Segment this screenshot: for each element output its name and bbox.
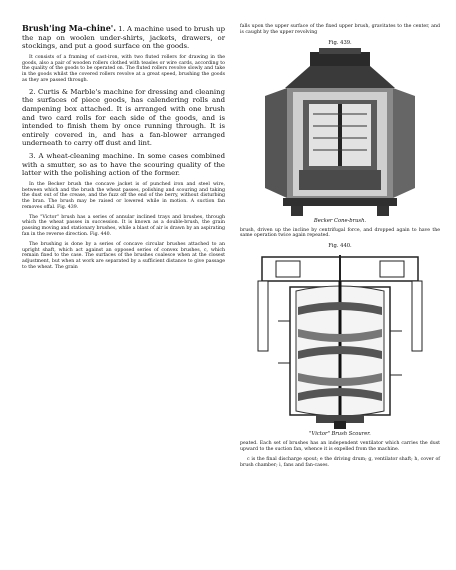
left-column — [22, 24, 225, 275]
right-column — [240, 24, 440, 472]
paragraph-becker-brush: In the Becker brush the concave jacket is of punched iron and steel wire, between which and the brush the wheat passes, polishing and scouring and taking the dust out of the crease, and the fuzz off the end of the berry, without disturbing the bran. The brush may be raised or lowered while in motion. A suction fan removes offal. Fig. 439. — [22, 181, 225, 210]
paragraph-continued-middle: brush, driven up the incline by centrifugal force, and dropped again to have the same operation twice again repeated. — [240, 227, 440, 239]
paragraph-figure-legend: c is the final discharge spout; e the driving drum; g, ventilator shaft; h, cover of brush chamber; i, fans and fan-cases. — [240, 456, 440, 468]
fig-440-caption: "Victor" Brush Scourer. — [309, 431, 371, 438]
paragraph-continued-top: falls upon the upper surface of the fixed upper brush, gravitates to the center, and is caught by the upper revolving — [240, 24, 440, 35]
entry-brushing-machine-2: 2. Curtis & Marble's machine for dressing and cleaning the surfaces of piece goods, has calendering rolls and dampening box attached. It is arranged with one brush and two card rolls for each side of the goods, and is intended to finish them by once running through. It is entirely covered in, and has a fan-blower arranged underneath to carry off dust and lint. — [22, 87, 225, 148]
fig-440-victor-brush-scourer-illustration — [256, 251, 424, 429]
paragraph-brushing-process: The brushing is done by a series of concave circular brushes attached to an upright shaft, which act against an opposed series of convex brushes, c, which remain fixed to the case. The surfaces of the brushes coalesce when at the closest adjustment, but when at work are separated by a sufficient distance to give passage to the wheat. The grain — [22, 241, 225, 271]
paragraph-small-1: It consists of a framing of cast-iron, with two fluted rollers for drawing in the goods, also a pair of wooden rollers clothed with teasles or wire cards, according to the quality of the goods to be operated on. The fluted rollers revolve slowly and take in the goods whilst the covered rollers revolve at a great speed, brushing the goods as they are passed through. — [22, 54, 225, 83]
entry-brushing-machine-3: 3. A wheat-cleaning machine. In some cases combined with a smutter, so as to have the scouring quality of the latter with the polishing action of the former. — [22, 151, 225, 178]
entry-term: Brush'ing Ma-chine'. — [22, 23, 117, 33]
paragraph-victor-brush: The "Victor" brush has a series of annular inclined trays and brushes, through which the wheat passes in succession. It is known as a double-brush, the grain passing moving and stationary brushes, while a blast of air is drawn by an aspirating fan in the reverse direction. Fig. 440. — [22, 214, 225, 238]
fig-439-caption: Becker Cone-brush. — [313, 217, 367, 224]
entry-text: 1. A machine used to brush up the nap on woolen under-shirts, jackets, drawers, or stockings, and put a good surface on the goods. — [22, 25, 226, 51]
fig-440-label: Fig. 440. — [328, 243, 352, 250]
fig-439-becker-cone-brush-illustration — [265, 48, 415, 216]
entry-brushing-machine-1 — [22, 24, 225, 51]
fig-439-label: Fig. 439. — [328, 39, 352, 46]
paragraph-continued-bottom: peated. Each set of brushes has an independent ventilator which carries the dust upward to the suction fan, whence it is expelled from the machine. — [240, 441, 440, 452]
